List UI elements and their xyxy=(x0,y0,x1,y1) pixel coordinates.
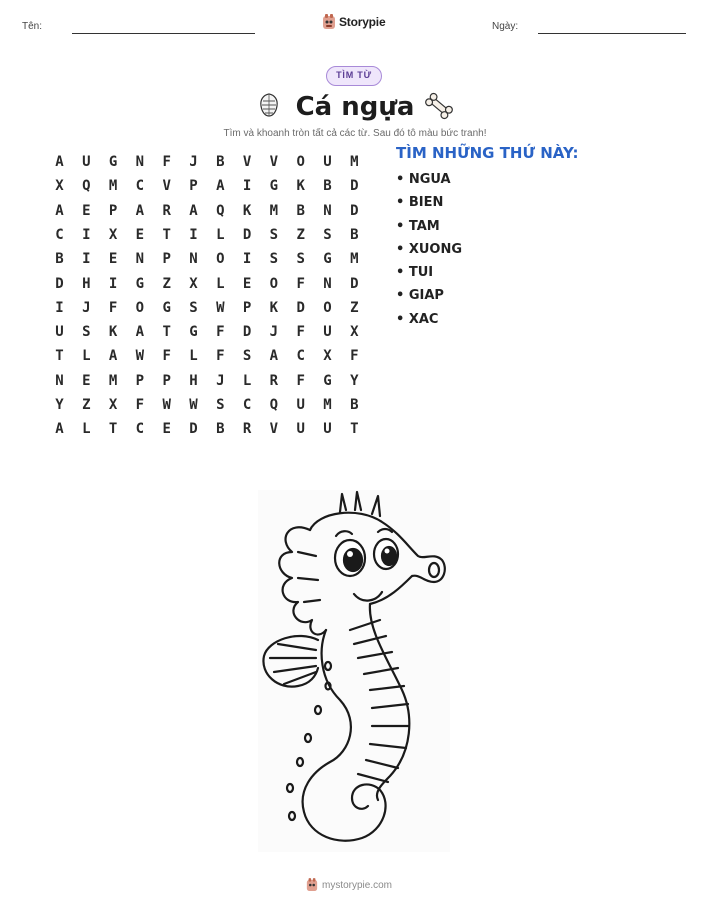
grid-letter[interactable]: I xyxy=(82,251,91,268)
grid-letter[interactable]: X xyxy=(108,226,118,243)
grid-letter[interactable]: V xyxy=(162,178,171,195)
grid-letter[interactable]: N xyxy=(135,154,145,170)
grid-letter[interactable]: I xyxy=(82,226,91,243)
grid-letter[interactable]: U xyxy=(323,154,332,170)
grid-letter[interactable]: B xyxy=(323,178,332,195)
grid-letter[interactable]: G xyxy=(269,178,279,195)
grid-letter[interactable]: E xyxy=(135,226,145,243)
grid-letter[interactable]: C xyxy=(135,421,145,438)
grid-letter[interactable]: S xyxy=(216,397,225,413)
grid-letter[interactable]: R xyxy=(269,372,279,389)
grid-letter[interactable]: S xyxy=(242,348,252,365)
grid-letter[interactable]: S xyxy=(296,251,305,268)
grid-letter[interactable]: G xyxy=(135,275,145,292)
bone-icon xyxy=(424,92,454,120)
word-list xyxy=(396,172,462,335)
grid-letter[interactable]: A xyxy=(135,324,145,341)
grid-letter[interactable]: D xyxy=(242,226,252,243)
grid-letter[interactable]: I xyxy=(189,226,198,243)
grid-letter[interactable]: F xyxy=(108,299,118,316)
grid-letter[interactable]: A xyxy=(135,202,145,219)
grid-letter[interactable]: B xyxy=(350,397,359,413)
grid-letter[interactable]: N xyxy=(323,275,332,292)
grid-letter[interactable]: B xyxy=(55,251,64,268)
grid-letter[interactable]: N xyxy=(323,202,332,219)
grid-letter[interactable]: A xyxy=(55,154,64,170)
grid-letter[interactable]: K xyxy=(296,178,305,195)
grid-letter[interactable]: A xyxy=(108,348,118,365)
grid-letter[interactable]: L xyxy=(216,226,225,243)
grid-letter[interactable]: L xyxy=(242,372,252,389)
grid-letter[interactable]: W xyxy=(135,348,145,365)
grid-letter[interactable]: T xyxy=(162,226,171,243)
grid-letter[interactable]: I xyxy=(55,299,64,316)
grid-letter[interactable]: Y xyxy=(55,397,64,413)
grid-letter[interactable]: Z xyxy=(350,299,359,316)
name-label: Tên: xyxy=(22,21,43,32)
grid-letter[interactable]: O xyxy=(135,299,145,316)
grid-letter[interactable]: Z xyxy=(162,275,171,292)
grid-letter[interactable]: G xyxy=(189,324,198,341)
grid-letter[interactable]: S xyxy=(82,324,91,341)
grid-letter[interactable]: F xyxy=(296,275,305,292)
grid-letter[interactable]: P xyxy=(135,372,145,389)
grid-letter[interactable]: N xyxy=(135,251,145,268)
grid-letter[interactable]: V xyxy=(269,154,279,170)
grid-letter[interactable]: D xyxy=(350,275,359,292)
grid-letter[interactable]: M xyxy=(350,251,359,268)
grid-letter[interactable]: B xyxy=(216,421,225,438)
grid-letter[interactable]: D xyxy=(242,324,252,341)
grid-letter[interactable]: S xyxy=(269,226,279,243)
grid-letter[interactable]: Q xyxy=(82,178,91,195)
word-list-item: • NGUA xyxy=(396,172,451,187)
grid-letter[interactable]: M xyxy=(269,202,279,219)
grid-letter[interactable]: P xyxy=(162,372,171,389)
grid-letter[interactable]: J xyxy=(189,154,198,170)
name-line[interactable] xyxy=(72,33,255,34)
grid-letter[interactable]: X xyxy=(323,348,332,365)
grid-letter[interactable]: F xyxy=(296,324,305,341)
grid-letter[interactable]: T xyxy=(55,348,64,365)
grid-letter[interactable]: D xyxy=(189,421,198,438)
grid-letter[interactable]: E xyxy=(82,202,91,219)
grid-letter[interactable]: X xyxy=(350,324,359,341)
word-list-title: TÌM NHỮNG THỨ NÀY: xyxy=(396,144,579,162)
seahorse-illustration xyxy=(258,490,450,852)
grid-letter[interactable]: Z xyxy=(296,226,305,243)
grid-letter[interactable]: L xyxy=(216,275,225,292)
grid-letter[interactable]: Y xyxy=(350,372,359,389)
word-list-item: • BIEN xyxy=(396,195,444,211)
grid-letter[interactable]: E xyxy=(242,275,252,292)
grid-letter[interactable]: U xyxy=(323,421,332,438)
word-list-item: • TUI xyxy=(396,265,434,281)
grid-letter[interactable]: M xyxy=(108,372,118,389)
grid-letter[interactable]: A xyxy=(55,202,64,219)
footer-url[interactable]: mystorypie.com xyxy=(322,879,393,891)
grid-letter[interactable]: F xyxy=(350,348,359,365)
grid-letter[interactable]: D xyxy=(350,202,359,219)
grid-letter[interactable]: H xyxy=(82,275,91,292)
grid-letter[interactable]: R xyxy=(242,421,252,438)
grid-letter[interactable]: T xyxy=(350,421,359,438)
grid-letter[interactable]: V xyxy=(269,421,279,438)
grid-letter[interactable]: I xyxy=(108,275,118,292)
grid-letter[interactable]: T xyxy=(108,421,118,438)
grid-letter[interactable]: A xyxy=(216,178,225,195)
grid-letter[interactable]: C xyxy=(135,178,145,195)
grid-letter[interactable]: X xyxy=(108,397,118,413)
grid-letter[interactable]: U xyxy=(296,397,305,413)
grid-letter[interactable]: Q xyxy=(216,202,225,219)
grid-letter[interactable]: L xyxy=(82,348,91,365)
grid-letter[interactable]: I xyxy=(242,251,252,268)
grid-letter[interactable]: B xyxy=(296,202,305,219)
word-list-item: • XAC xyxy=(396,311,439,327)
footer xyxy=(306,878,392,892)
grid-letter[interactable]: D xyxy=(350,178,359,195)
grid-letter[interactable]: J xyxy=(216,372,225,389)
grid-letter[interactable]: G xyxy=(323,372,332,389)
grid-letter[interactable]: M xyxy=(108,178,118,195)
date-line[interactable] xyxy=(538,33,686,34)
grid-letter[interactable]: H xyxy=(189,372,198,389)
grid-letter[interactable]: D xyxy=(296,299,305,316)
grid-letter[interactable]: V xyxy=(242,154,252,170)
grid-letter[interactable]: L xyxy=(189,348,198,365)
grid-letter[interactable]: K xyxy=(242,202,252,219)
grid-letter[interactable]: G xyxy=(108,154,118,170)
grid-letter[interactable]: X xyxy=(189,275,198,292)
word-list-item: • GIAP xyxy=(396,288,444,304)
grid-letter[interactable]: C xyxy=(242,397,252,413)
activity-badge: TÌM TỪ xyxy=(326,66,382,86)
grid-letter[interactable]: L xyxy=(82,421,91,438)
grid-letter[interactable]: C xyxy=(55,226,64,243)
grid-letter[interactable]: S xyxy=(269,251,279,268)
grid-letter[interactable]: E xyxy=(82,372,91,389)
grid-letter[interactable]: N xyxy=(189,251,198,268)
grid-letter[interactable]: O xyxy=(269,275,279,292)
grid-letter[interactable]: G xyxy=(323,251,332,268)
brand-name: Storypie xyxy=(339,15,386,29)
grid-letter[interactable]: P xyxy=(108,202,118,219)
grid-letter[interactable]: U xyxy=(296,421,305,438)
grid-letter[interactable]: T xyxy=(162,324,171,341)
grid-letter[interactable]: N xyxy=(55,372,64,389)
word-list-item: • TAM xyxy=(396,218,440,234)
grid-letter[interactable]: Z xyxy=(82,397,91,413)
grid-letter[interactable]: Q xyxy=(269,397,279,413)
grid-letter[interactable]: P xyxy=(162,251,171,268)
grid-letter[interactable]: A xyxy=(269,348,279,365)
brand xyxy=(322,14,385,30)
grid-letter[interactable]: K xyxy=(269,299,279,316)
grid-letter[interactable]: E xyxy=(162,421,171,438)
grid-letter[interactable]: J xyxy=(82,299,91,316)
grid-letter[interactable]: M xyxy=(350,154,359,170)
page-title: Cá ngựa xyxy=(295,92,415,122)
date-label: Ngày: xyxy=(492,21,519,32)
grid-letter[interactable]: A xyxy=(55,421,64,438)
grid-letter[interactable]: B xyxy=(216,154,225,170)
grid-letter[interactable]: O xyxy=(323,299,332,316)
instructions: Tìm và khoanh tròn tất cả các từ. Sau đó tô màu bức tranh! xyxy=(223,128,487,139)
grid-letter[interactable]: S xyxy=(323,226,332,243)
storypie-logo-icon xyxy=(322,14,336,30)
grid-letter[interactable]: W xyxy=(189,397,198,413)
grid-letter[interactable]: B xyxy=(350,226,359,243)
grid-letter[interactable]: C xyxy=(296,348,305,365)
grid-letter[interactable]: D xyxy=(55,275,64,292)
grid-letter[interactable]: I xyxy=(242,178,252,195)
grid-letter[interactable]: K xyxy=(108,324,118,341)
grid-letter[interactable]: U xyxy=(55,324,64,341)
grid-letter[interactable]: P xyxy=(189,178,198,195)
grid-letter[interactable]: F xyxy=(216,324,225,341)
grid-letter[interactable]: M xyxy=(323,397,332,413)
grid-letter[interactable]: U xyxy=(323,324,332,341)
grid-letter[interactable]: X xyxy=(55,178,64,195)
grid-letter[interactable]: F xyxy=(162,154,171,170)
grid-letter[interactable]: O xyxy=(216,251,225,268)
grid-letter[interactable]: G xyxy=(162,299,171,316)
grid-letter[interactable]: U xyxy=(82,154,91,170)
grid-letter[interactable]: O xyxy=(296,154,305,170)
grid-letter[interactable]: F xyxy=(162,348,171,365)
storypie-logo-icon xyxy=(306,878,318,892)
grid-letter[interactable]: P xyxy=(242,299,252,316)
grid-letter[interactable]: W xyxy=(216,299,225,316)
grid-letter[interactable]: F xyxy=(135,397,145,413)
word-list-item: • XUONG xyxy=(396,241,463,257)
grid-letter[interactable]: J xyxy=(269,324,279,341)
grid-letter[interactable]: S xyxy=(189,299,198,316)
grid-letter[interactable]: F xyxy=(216,348,225,365)
grid-letter[interactable]: W xyxy=(162,397,171,413)
grid-letter[interactable]: R xyxy=(162,202,171,219)
grid-letter[interactable]: A xyxy=(189,202,198,219)
grid-letter[interactable]: E xyxy=(108,251,118,268)
grid-letter[interactable]: F xyxy=(296,372,305,389)
